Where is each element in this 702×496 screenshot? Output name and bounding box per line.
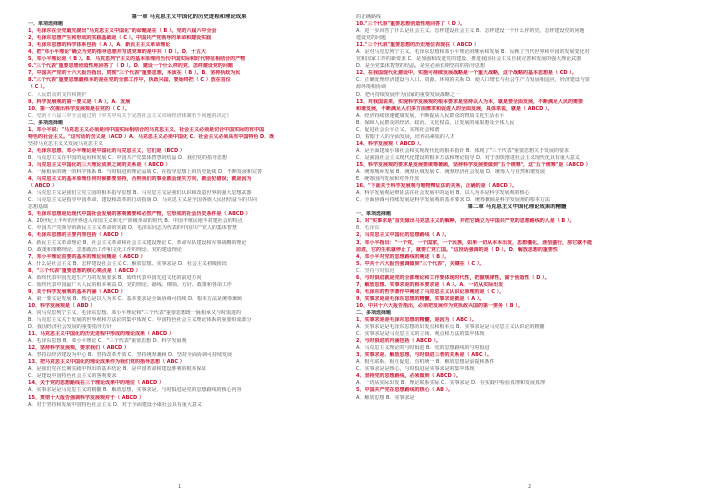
- question-line: 15、贯彻十大报告强调科学发展观对于（ ABCD ）: [28, 394, 144, 401]
- question-line: 7、中国共产党的十六大报告指出，贯彻"三个代表"重要思想，本质在（ B ）。B．坚持执政为民: [28, 70, 241, 77]
- answer-line: 的正确路线: [356, 14, 382, 20]
- answer-line: C．全面协调可持续发展是科学发展观的基本要求 D．统筹兼顾是科学发展观的根本方法: [356, 197, 550, 204]
- question-line: 前进，它的生机就停止了，就要亡党亡国。"这段话强调的是（ D ）。D．解放思想的重要性: [356, 246, 558, 253]
- question-line: 8、"三个代表"重要思想的核心观点是（ ABCD ）: [28, 267, 141, 274]
- question-line: 7、邓小平理论首要的基本的理论问题是（ ABCD ）: [28, 253, 146, 260]
- answer-line: A．经济持续快速健康发展，不断提高人民群众的物质文化生活水平: [356, 112, 505, 119]
- answer-line: 党和国家工作的新要求 C．是加强和改进党的建设、推进我国社会主义自我完善和发展的强大理论武器: [356, 56, 582, 63]
- question-line: 5、中国共产党在思想路线的核心（ AB ）。: [356, 387, 454, 394]
- answer-line: A．马克思主义理论的与时俱进 B．党的思想路线的与时俱进: [356, 345, 490, 352]
- answer-line: C．党的十六届三中全会通过的《中共中央关于完善社会主义市场经济体制若干问题的决定》: [28, 112, 232, 119]
- question-line: 4、邓小平对党的思想路线的阐述（ B ）。: [356, 253, 450, 260]
- question-line: 1、邓小平说："马克思主义必须是同中国实际相结合的马克思主义，社会主义必须是切合中国实际的有中国: [28, 126, 265, 133]
- answer-line: A．马克思主义是我们立党立国的根本指导思想 B．马克思主义是我们认识和改造世界的强大思想武器: [28, 190, 252, 197]
- question-line: 16、"下面关于科学发展观与唯物辩证法的关系，正确的是（ ABCD ）。: [356, 183, 518, 190]
- question-line: 9、关于科学发展观的基本内涵（ ABCD ）: [28, 288, 126, 295]
- answer-line: A．20世纪上半叶的世界进入帝国主义和无产阶级革命的时代 B．中国半殖民地半封建社会的特点: [28, 218, 243, 225]
- chapter-title: 第二章 马克思主义中国化理论成果的精髓: [467, 204, 567, 211]
- question-line: 10、中共十六大报告指出，必须把发展作为党执政兴国的第一要务（ B ）。: [356, 302, 523, 309]
- question-line: 13、把马克思主义中国化的理论成果作为我们党的指导思想（ ABC ）: [28, 359, 185, 366]
- answer-line: D．着眼于人的全面发展，培养高素质的人才: [356, 133, 455, 140]
- question-line: 9、科学发展观的第一要义是（ A ）。A．发展: [28, 98, 131, 105]
- question-line: （ C ）。: [28, 84, 48, 91]
- answer-line: A．新民主主义革命理论 B．社会主义革命和社会主义建设理论 C．革命军队建设和军事战略的理论: [28, 239, 247, 246]
- question-line: 6、与时俱进就是党的全部理论和工作要体现时代性，把握规律性，富于创造性（ D ）。: [356, 274, 550, 281]
- answer-line: A．实事求是是毛泽东思想的出发点和根本点 B．实事求是是马克思主义认识论的精髓: [356, 324, 545, 331]
- answer-line: C．促进社会公平正义，实现社会和谐: [356, 126, 440, 133]
- question-line: 1、毛泽东在全党最先提出"马克思主义中国化"的命题是在（ B ）。党的六届六中全会: [28, 28, 217, 35]
- answer-line: E．统筹国内发展和对外开放: [356, 176, 420, 183]
- question-line: 11、马克思主义中国化的历史进程中形成的理论成果（ ABCD ）: [28, 331, 174, 338]
- section-heading: 一、单项选择题: [28, 21, 64, 28]
- section-heading: 二、多项选择题: [356, 309, 392, 316]
- question-line: 12、在我国现代化建设中，实施可持续发展战略是一个重大战略，这个战略的基本思想是（ CD ）。: [356, 70, 577, 77]
- question-line: 14、关于党的思想路线在三个理论成果中的地位（ ABCD ）: [28, 380, 164, 387]
- question-line: 5、中共十六大报告强调做到"三个代表"，关键在（ C ）。: [356, 260, 485, 267]
- question-line: 5、毛泽东思想是近现代中国社会发展的客观需要和必然产物，它形成的社会历史条件是（ ABCD ）: [28, 211, 251, 218]
- question-line: 5、邓小平理论是（ B ）。B．马克思列宁主义的基本原理同当代中国实际和时代特征相结合的产物: [28, 56, 246, 63]
- answer-line: A．什么是社会主义 B．怎样建设社会主义 C．解放思想、实事求是 D．社会主义初级阶段: [28, 260, 227, 267]
- answer-line: A．一脉相承的统一的科学体系 B．与时俱进的理论品质 C．在指导思想上的历史延续 D．不断发展和完善: [28, 169, 262, 176]
- question-line: 7、解放思想、实事求是的根本要求是（ A ）。A．一切从实际出发: [356, 281, 504, 288]
- answer-line: A．坚持以经济建设为中心 B．坚持改革开放 C．坚持统筹兼顾 D．坚持全面协调可持续发展: [28, 352, 232, 359]
- answer-line: 思想基础: [28, 204, 49, 211]
- answer-line: C．中国共产党领导的新民主主义革命的实践 D．毛泽东同志为代表的中国共产党人的集体智慧: [28, 225, 237, 232]
- chapter-title: 第一章 马克思主义中国化的历史进程和理论成果: [131, 14, 247, 20]
- question-line: 2、毛泽东思想产生和形成的实践基础是（ C ）。中国共产党领导的革命和建设实践: [28, 35, 212, 42]
- answer-line: A．相互联系、相互促进、有机统一 B．解放思想是前提和条件: [356, 359, 495, 366]
- question-line: 9、实事求是是毛泽东思想的精髓，实事求是就是（ A ）。: [356, 295, 485, 302]
- answer-line: A．科学发展观是辩证法在社会发展中的运用 B．以人为本是科学发展观的核心: [356, 190, 530, 197]
- question-line: 2、与时俱进的内涵包括（ ABCD ）。: [356, 338, 441, 345]
- answer-line: D．把可持续发展作为国家的重要发展战略之一: [356, 91, 460, 98]
- answer-line: A．一切从实际出发 B．理论联系实际 C．实事求是 D．在实践中检验真理和发展真理: [356, 380, 545, 387]
- answer-line: D．是全党集体智慧的结晶，是党必须长期坚持的指导思想: [356, 63, 485, 70]
- answer-line: C．是建设中国特色社会主义的客观要求: [28, 373, 117, 380]
- question-line: 8、毛泽东的哲学著作中阐述了马克思主义认识论原理的是（ C ）。: [356, 288, 505, 295]
- question-line: 8."三个代表"重要思想最根本的是在党的全部工作中，执政兴国，要始终把（ C ）放在首位: [28, 77, 231, 84]
- answer-line: A．是全面建成小康社会和实现现代化的根本指针 B．体现了"三个代表"重要思想关于发展的要求: [356, 147, 570, 154]
- question-line: 6、毛泽东思想的主要内容包括（ ABCD ）: [28, 232, 126, 239]
- question-line: 10、第一次提出科学发展观是在党的（ C ）。: [28, 105, 130, 112]
- answer-line: C．正确处理经济建设与人口、资源、环境的关系 D．使人口增长与社会生产力发展相适应，经济建设与资: [356, 77, 590, 84]
- section-heading: 一、单项选择题: [356, 211, 392, 218]
- answer-line: A．是对马克思列宁主义、毛泽东思想和邓小平理论的继承和发展 B．反映了当代世界和中国的发展变化对: [356, 49, 590, 56]
- section-heading: 二、多项选择题: [28, 119, 64, 126]
- question-line: 10."三个代表"重要思想创造性地回答了（ D ）。: [356, 21, 466, 28]
- answer-line: A．第一要义是发展 B．核心是以人为本 C．基本要求是全面协调可持续 D．根本方法是统筹兼顾: [28, 295, 242, 302]
- answer-line: D．我国经济社会发展的重要指导方针: [28, 324, 112, 331]
- answer-line: B．马克思主义在中国的运用和发展 C．中国共产党集体智慧的结晶 D．我们党的指导思想: [28, 154, 227, 161]
- question-line: 3、邓小平指出："一个党，一个国家，一个民族，如果一切从本本出发，思想僵化，迷信盛行，那它就不能: [356, 239, 593, 246]
- answer-line: C．马克思主义是指导中国革命、建设和改革的行动指南 D．马克思主义是全国各族人民团结奋斗的共同: [28, 197, 257, 204]
- question-line: 2、马克思主义中国化的思想路线（ A ）。: [356, 232, 450, 239]
- question-line: 14、科学发展观（ ABCD ）。: [356, 140, 425, 147]
- answer-line: A．对于坚持和发展中国特色社会主义 D．对于全面建设小康社会具有重大意义: [28, 401, 202, 408]
- answer-line: B．保障人民群众的经济、政治、文化权益，让发展的成果惠及全体人民: [356, 119, 515, 126]
- answer-line: C．实事求是是马克思主义的立场、观点和方法的集中体现: [356, 331, 485, 338]
- right-page-column: [356, 14, 678, 402]
- answer-line: A．毛泽东思想 B．邓小平理论 C．"三个代表"重要思想 D．科学发展观: [28, 338, 187, 345]
- answer-line: 源环境相协调: [356, 84, 387, 91]
- answer-line: D．政策和策略理论、思想政治工作和文化工作的理论、党的建设理论: [28, 246, 182, 253]
- question-line: 11."三个代表"重要思想的历史地位表现在（ ABCD ）: [356, 42, 480, 49]
- answer-line: B．马克思主义关于发展的世界观和方法论的集中体现 C．中国特色社会主义理论体系的重要组成部分: [28, 317, 252, 324]
- left-page-column: [28, 14, 350, 409]
- answer-line: A．同马克思列宁主义、毛泽东思想、邓小平理论和"三个代表"重要思想既一脉相承又与时俱进的: [28, 309, 242, 316]
- question-line: 和谐发展，不断满足人们多方面需求和促进人的全面发展，具体来说，就是（ ABCD ）。: [356, 105, 553, 112]
- question-line: 6."三个代表"重要思想创造性地回答了（ D ）。D．建设一个什么样的党、怎样建设党的问题: [28, 63, 233, 70]
- answer-line: C．实事求是是核心，与时俱进是实事求是的集中体现: [356, 366, 475, 373]
- question-line: （ ABCD ）: [28, 183, 57, 190]
- question-line: 4、把"邓小平理论"确立为党的指导思想并写进党章的是中共（ D ）。D．十五大: [28, 49, 206, 56]
- answer-line: A．实事求是是马克思主义的精髓 B．解放思想、实事求是、与时俱进是党的思想路线的核心内容: [28, 387, 242, 394]
- answer-line: B．毛泽东: [356, 225, 380, 232]
- question-line: 12、坚持科学发展观，要求我们（ ABCD ）: [28, 345, 129, 352]
- answer-line: A．始终代表中国先进生产力的发展要求 B．始终代表中国先进文化的前进方向: [28, 274, 202, 281]
- answer-line: C．人民群众的支持和拥护: [28, 91, 87, 98]
- answer-line: C．始终代表中国最广大人民的根本利益 D．党的理论、路线、纲领、方针、政策和各项工作: [28, 281, 232, 288]
- question-line: 特色的社会主义。"这句话的含义是（ACD ）A．马克思主义必须中国化 C．社会主义必须具有中国特色 D．既: [28, 133, 275, 140]
- answer-line: A．进一步回答了什么是社会主义、怎样建设社会主义 B．怎样建设一个什么样的党，怎样建设党的问题: [356, 28, 585, 35]
- question-line: 1、实事求是是毛泽东思想的精髓，是因为（ ABC ）。: [356, 317, 477, 324]
- answer-line: C．是我国社会主义现代化建设的根本方法和理论指导 D．对于加快推进社会主义现代化具有重大意义: [356, 154, 580, 161]
- question-line: 10、科学发展观是（ ABD ）: [28, 302, 96, 309]
- question-line: 3、毛泽东思想的科学体系包括（ A ）。A．新民主主义革命理论: [28, 42, 171, 49]
- question-line: 15、科学发展观的要求是发展要统筹兼顾，坚持科学发展要做到"五个统筹"，这"五个统筹"是（ABCD ）: [356, 161, 591, 168]
- answer-line: 建设党的问题: [356, 35, 387, 42]
- answer-line: A．统筹城乡发展 B．统筹区域发展 C．统筹经济社会发展 D．统筹人与自然和谐发展: [356, 169, 545, 176]
- question-line: 3、实事求是、解放思想、与时俱进三者的关系是（ ABC ）。: [356, 352, 492, 359]
- answer-line: A．解放思想 B．实事求是: [356, 394, 415, 401]
- question-line: 13、对我国说来，实现科学发展观的根本要求是坚持以人为本，就是要全面发展，不断满足人民的需要: [356, 98, 583, 105]
- question-line: 4、马克思主义的基本原理任何时候都要坚持，否则我们的事业就会迷失方向，就会犯错误；就是因为: [28, 176, 252, 183]
- answer-line: A．是我们党在长期实践中得出的基本结论 B．是中国革命和建设胜利的根本保证: [28, 366, 207, 373]
- answer-line: 坚持马克思主义又发展马克思主义: [28, 140, 104, 147]
- question-line: 2、毛泽东思想、邓小平理论是中国化的马克思主义，它们是（BCD ）: [28, 147, 185, 154]
- page-number-right: 2: [528, 484, 532, 490]
- page-number-left: 1: [178, 484, 182, 490]
- answer-line: C．坚持与时俱进: [356, 267, 395, 274]
- question-line: 1、对"实事求是"首先做出马克思主义的解释，并把它确立为中国共产党的思想路线的人是（ B ）。: [356, 218, 575, 225]
- question-line: 4、坚持党的思想路线，必须做到（ ABCD ）。: [356, 373, 461, 380]
- question-line: 3、马克思主义中国化的三大理论成果之间的关系是（ ABCD ）: [28, 161, 171, 168]
